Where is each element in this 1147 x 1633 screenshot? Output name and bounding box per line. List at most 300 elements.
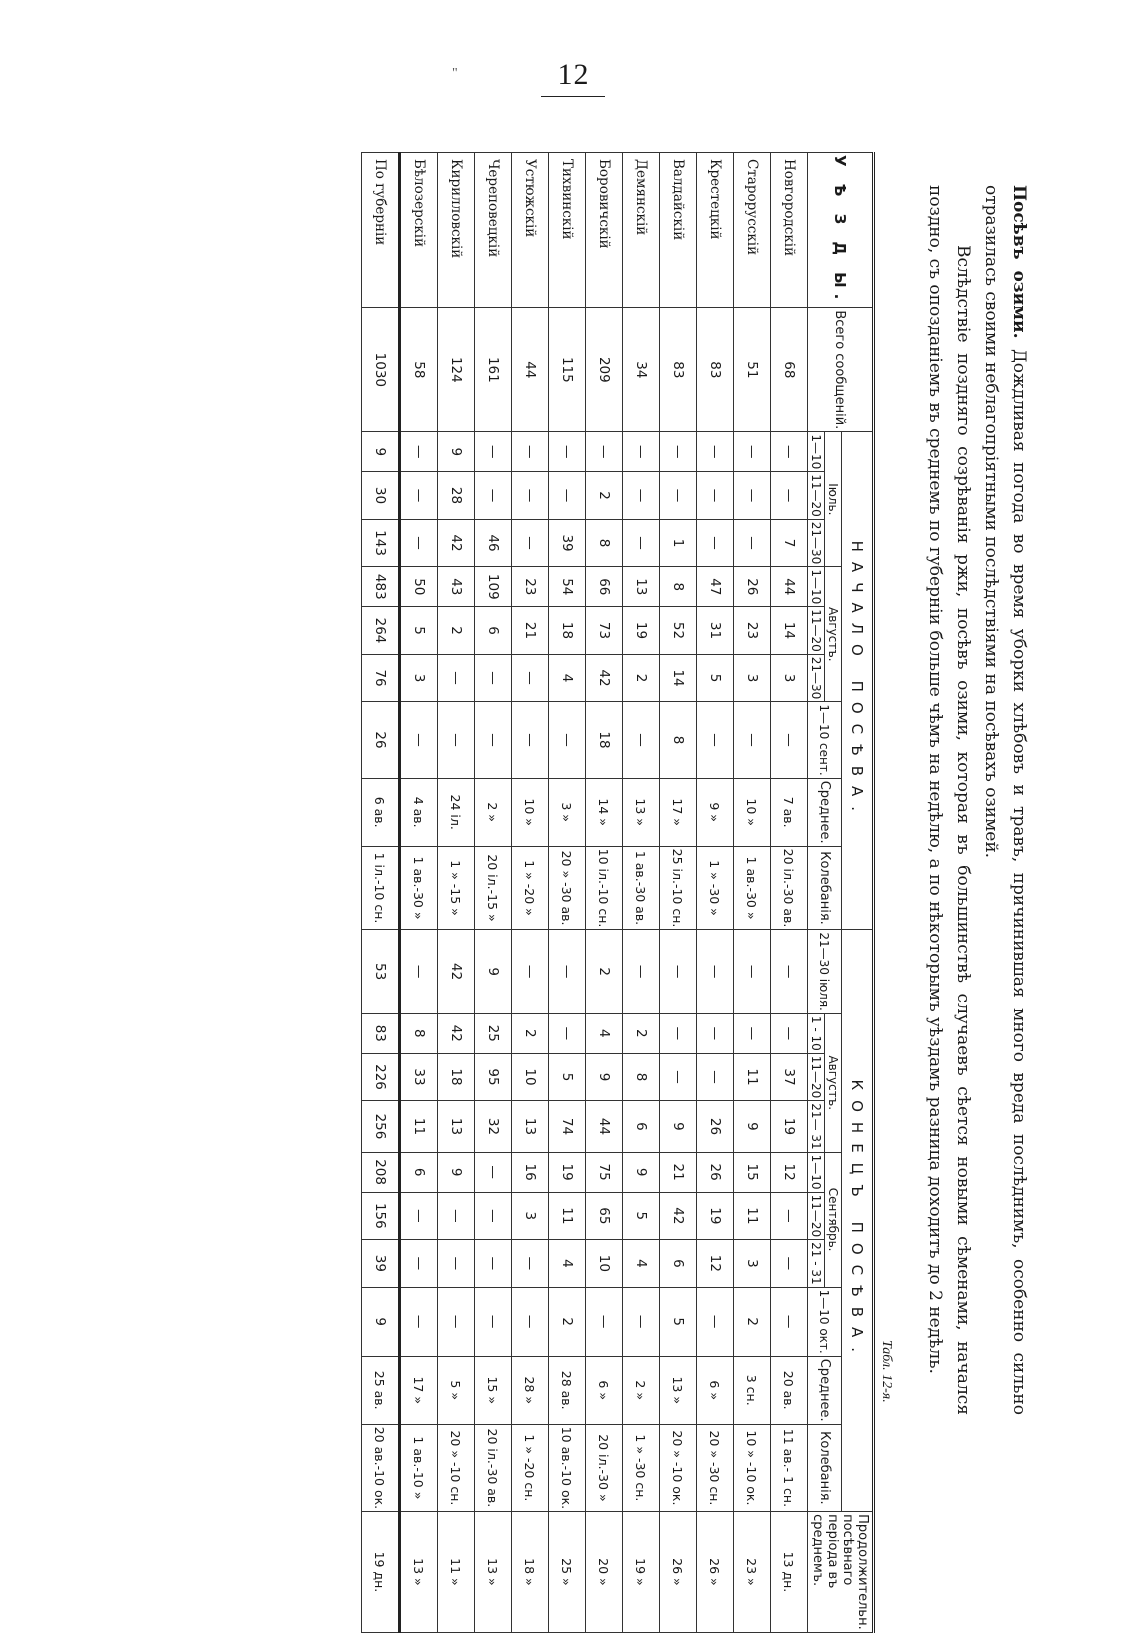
start-count: 3	[400, 654, 438, 702]
district-name: Валдайскій	[660, 153, 697, 308]
district-name: Бѣлозерскій	[400, 153, 438, 308]
end-count: —	[475, 1287, 512, 1356]
district-name: Крестецкій	[697, 153, 734, 308]
district-name: Череповецкій	[475, 153, 512, 308]
start-count: 9	[438, 432, 475, 472]
start-count: —	[475, 432, 512, 472]
start-range: 25 іл.-10 сн.	[660, 846, 697, 930]
end-average: 5 »	[438, 1356, 475, 1424]
end-count: 4	[549, 1240, 586, 1288]
start-count: —	[660, 432, 697, 472]
start-range: 1 ав.-30 ав.	[623, 846, 660, 930]
start-range: 20 іл.-30 ав.	[771, 846, 808, 930]
end-count: 9	[586, 1053, 623, 1101]
start-count: —	[623, 702, 660, 778]
end-count: —	[771, 1287, 808, 1356]
end-count: —	[400, 1192, 438, 1240]
end-count: —	[586, 1287, 623, 1356]
start-month-july: Іюль.	[825, 432, 842, 567]
end-average: 15 »	[475, 1356, 512, 1424]
end-col-july: 21—30 іюля.	[808, 930, 842, 1014]
end-range: 20 » -10 сн.	[438, 1424, 475, 1511]
end-range: 20 ав.-10 ок.	[362, 1424, 400, 1511]
end-range: 1 » -20 сн.	[512, 1424, 549, 1511]
start-count: 9	[362, 432, 400, 472]
start-range: 20 іл.-15 »	[475, 846, 512, 930]
end-count: 256	[362, 1101, 400, 1152]
end-count: 5	[660, 1287, 697, 1356]
end-count: 13	[438, 1101, 475, 1152]
table-row	[400, 153, 438, 1633]
table-row	[549, 153, 586, 1633]
start-average: 9 »	[697, 778, 734, 846]
start-average: 10 »	[512, 778, 549, 846]
start-count: 143	[362, 519, 400, 567]
start-count: 39	[549, 519, 586, 567]
end-col: 21— 31	[808, 1101, 825, 1152]
start-count: —	[475, 654, 512, 702]
end-count: 19	[697, 1192, 734, 1240]
start-col: 11—20	[808, 607, 825, 655]
duration-average: 13 дн.	[771, 1512, 808, 1633]
start-range-header: Колебанія.	[808, 846, 842, 930]
start-count: —	[512, 432, 549, 472]
start-count: 109	[475, 567, 512, 607]
end-average: 6 »	[697, 1356, 734, 1424]
start-col-sept: 1—10 сент.	[808, 702, 842, 778]
district-name: Тихвинскій	[549, 153, 586, 308]
col-uezdy: У Ѣ З Д Ы.	[808, 153, 874, 308]
start-range: 1 » -15 »	[438, 846, 475, 930]
start-count: 26	[362, 702, 400, 778]
duration-average: 19 дн.	[362, 1512, 400, 1633]
total-reports: 83	[697, 308, 734, 432]
district-name: Новгородскій	[771, 153, 808, 308]
start-count: 18	[586, 702, 623, 778]
col-total: Всего сообщеній.	[808, 308, 874, 432]
start-col: 21—30	[808, 519, 825, 567]
end-average: 20 ав.	[771, 1356, 808, 1424]
table-row	[438, 153, 475, 1633]
end-count: 32	[475, 1101, 512, 1152]
duration-average: 23 »	[734, 1512, 771, 1633]
end-count: 226	[362, 1053, 400, 1101]
end-count: —	[771, 930, 808, 1014]
end-count: —	[475, 1192, 512, 1240]
start-count: —	[549, 702, 586, 778]
start-avg-header: Среднее.	[808, 778, 842, 846]
district-name: Кирилловскій	[438, 153, 475, 308]
start-count: —	[734, 472, 771, 520]
end-count: 18	[438, 1053, 475, 1101]
group-end: КОНЕЦЪ ПОСѢВА.	[842, 930, 874, 1512]
start-count: 5	[400, 607, 438, 655]
end-range: 10 ав.-10 ок.	[549, 1424, 586, 1511]
start-range: 10 іл.-10 сн.	[586, 846, 623, 930]
start-count: —	[771, 472, 808, 520]
start-range: 1 ав.-30 »	[400, 846, 438, 930]
intro-p1: Дождливая погода во время уборки хлѣбовъ и травъ, причинившая много вреда послѣднимъ, особенно сильно отразилась своими неблагопріятными послѣдствіями на посѣвахъ озимей.	[981, 185, 1029, 1415]
end-count: 12	[697, 1240, 734, 1288]
total-reports: 115	[549, 308, 586, 432]
total-reports: 51	[734, 308, 771, 432]
start-count: 264	[362, 607, 400, 655]
end-range: 20 іл.-30 »	[586, 1424, 623, 1511]
start-count: —	[623, 472, 660, 520]
start-count: 21	[512, 607, 549, 655]
duration-average: 25 »	[549, 1512, 586, 1633]
table-row	[623, 153, 660, 1633]
start-count: 76	[362, 654, 400, 702]
end-avg-header: Среднее.	[808, 1356, 842, 1424]
start-count: —	[400, 702, 438, 778]
end-count: —	[771, 1192, 808, 1240]
start-count: —	[475, 702, 512, 778]
start-average: 2 »	[475, 778, 512, 846]
duration-average: 18 »	[512, 1512, 549, 1633]
end-count: —	[512, 1240, 549, 1288]
end-count: —	[438, 1287, 475, 1356]
end-col: 21 - 31	[808, 1240, 825, 1288]
start-count: —	[660, 472, 697, 520]
start-count: 31	[697, 607, 734, 655]
district-name: Устюжскій	[512, 153, 549, 308]
end-count: 15	[734, 1152, 771, 1192]
duration-average: 13 »	[400, 1512, 438, 1633]
end-count: —	[697, 930, 734, 1014]
end-count: 208	[362, 1152, 400, 1192]
start-count: 2	[623, 654, 660, 702]
total-reports: 68	[771, 308, 808, 432]
start-count: 30	[362, 472, 400, 520]
total-reports: 124	[438, 308, 475, 432]
start-count: —	[549, 432, 586, 472]
end-range: 10 » -10 ок.	[734, 1424, 771, 1511]
end-count: 6	[660, 1240, 697, 1288]
end-range-header: Колебанія.	[808, 1424, 842, 1511]
end-count: 21	[660, 1152, 697, 1192]
end-count: 3	[734, 1240, 771, 1288]
start-range: 1 » -30 »	[697, 846, 734, 930]
start-count: 8	[586, 519, 623, 567]
start-count: 483	[362, 567, 400, 607]
end-average: 3 сн.	[734, 1356, 771, 1424]
table-row	[512, 153, 549, 1633]
table-row	[586, 153, 623, 1633]
end-count: —	[660, 930, 697, 1014]
total-reports: 83	[660, 308, 697, 432]
start-count: 18	[549, 607, 586, 655]
start-count: 3	[771, 654, 808, 702]
total-reports: 209	[586, 308, 623, 432]
end-month-august: Августъ.	[825, 1013, 842, 1152]
end-count: —	[549, 930, 586, 1014]
end-count: —	[400, 1240, 438, 1288]
end-count: 6	[623, 1101, 660, 1152]
end-range: 1 » -30 сн.	[623, 1424, 660, 1511]
start-count: 5	[697, 654, 734, 702]
end-count: —	[475, 1240, 512, 1288]
stray-mark: "	[452, 66, 458, 81]
sowing-table	[361, 152, 875, 1633]
end-count: 4	[586, 1013, 623, 1053]
end-count: —	[697, 1053, 734, 1101]
district-name: Боровичскій	[586, 153, 623, 308]
end-count: —	[512, 1287, 549, 1356]
start-count: 46	[475, 519, 512, 567]
end-count: —	[549, 1013, 586, 1053]
end-count: 6	[400, 1152, 438, 1192]
end-count: 10	[586, 1240, 623, 1288]
duration-average: 13 »	[475, 1512, 512, 1633]
end-count: —	[697, 1013, 734, 1053]
end-count: 9	[438, 1152, 475, 1192]
start-count: 28	[438, 472, 475, 520]
start-count: 73	[586, 607, 623, 655]
end-count: 5	[623, 1192, 660, 1240]
end-count: 12	[771, 1152, 808, 1192]
end-count: 11	[400, 1101, 438, 1152]
end-count: —	[734, 930, 771, 1014]
start-average: 3 »	[549, 778, 586, 846]
end-range: 20 іл.-30 ав.	[475, 1424, 512, 1511]
end-col: 1—10	[808, 1152, 825, 1192]
total-row	[362, 153, 400, 1633]
start-count: 14	[660, 654, 697, 702]
start-count: 13	[623, 567, 660, 607]
end-count: 2	[623, 1013, 660, 1053]
start-count: 52	[660, 607, 697, 655]
start-month-august: Августъ.	[825, 567, 842, 702]
end-average: 6 »	[586, 1356, 623, 1424]
end-count: —	[697, 1287, 734, 1356]
end-count: 13	[512, 1101, 549, 1152]
intro-text	[921, 185, 1033, 1415]
end-col: 11—20	[808, 1053, 825, 1101]
duration-average: 26 »	[660, 1512, 697, 1633]
start-count: 23	[512, 567, 549, 607]
start-count: —	[400, 472, 438, 520]
start-col: 1—10	[808, 567, 825, 607]
end-count: —	[400, 930, 438, 1014]
duration-average: 11 »	[438, 1512, 475, 1633]
end-col: 1 - 10	[808, 1013, 825, 1053]
end-average: 17 »	[400, 1356, 438, 1424]
end-count: —	[734, 1013, 771, 1053]
end-count: —	[660, 1053, 697, 1101]
end-count: 53	[362, 930, 400, 1014]
start-average: 24 іл.	[438, 778, 475, 846]
start-average: 6 ав.	[362, 778, 400, 846]
start-count: —	[438, 654, 475, 702]
start-count: 14	[771, 607, 808, 655]
end-count: —	[438, 1240, 475, 1288]
end-count: 83	[362, 1013, 400, 1053]
end-count: —	[771, 1013, 808, 1053]
end-count: —	[438, 1192, 475, 1240]
start-count: —	[623, 519, 660, 567]
end-count: 25	[475, 1013, 512, 1053]
end-count: 9	[362, 1287, 400, 1356]
start-count: —	[586, 432, 623, 472]
end-count: 44	[586, 1101, 623, 1152]
start-count: 8	[660, 702, 697, 778]
end-count: —	[400, 1287, 438, 1356]
total-reports: 58	[400, 308, 438, 432]
end-count: 42	[660, 1192, 697, 1240]
start-count: —	[697, 702, 734, 778]
table-body	[362, 153, 808, 1633]
end-count: 10	[512, 1053, 549, 1101]
start-count: —	[512, 519, 549, 567]
end-count: —	[660, 1013, 697, 1053]
start-range: 1 іл.-10 сн.	[362, 846, 400, 930]
table-row	[660, 153, 697, 1633]
start-count: —	[771, 702, 808, 778]
end-count: —	[512, 930, 549, 1014]
end-count: 11	[734, 1192, 771, 1240]
start-average: 7 ав.	[771, 778, 808, 846]
start-count: —	[400, 432, 438, 472]
start-range: 1 » -20 »	[512, 846, 549, 930]
start-count: —	[400, 519, 438, 567]
start-col: 1—10	[808, 432, 825, 472]
end-count: 2	[549, 1287, 586, 1356]
start-count: 6	[475, 607, 512, 655]
start-count: —	[623, 432, 660, 472]
start-count: —	[549, 472, 586, 520]
end-count: 11	[549, 1192, 586, 1240]
start-range: 1 ав.-30 »	[734, 846, 771, 930]
end-count: 33	[400, 1053, 438, 1101]
duration-average: 19 »	[623, 1512, 660, 1633]
start-count: 26	[734, 567, 771, 607]
end-count: 37	[771, 1053, 808, 1101]
end-count: —	[475, 1152, 512, 1192]
start-count: —	[697, 472, 734, 520]
end-count: 9	[660, 1101, 697, 1152]
start-count: —	[697, 432, 734, 472]
start-count: 42	[586, 654, 623, 702]
start-count: 43	[438, 567, 475, 607]
start-count: 42	[438, 519, 475, 567]
end-count: 3	[512, 1192, 549, 1240]
end-range: 11 ав.- 1 сн.	[771, 1424, 808, 1511]
start-count: 2	[586, 472, 623, 520]
end-count: 19	[771, 1101, 808, 1152]
start-average: 14 »	[586, 778, 623, 846]
end-count: 26	[697, 1101, 734, 1152]
start-count: —	[697, 519, 734, 567]
start-count: 2	[438, 607, 475, 655]
start-count: —	[512, 654, 549, 702]
end-range: 20 » -10 ок.	[660, 1424, 697, 1511]
group-start: НАЧАЛО ПОСѢВА.	[842, 432, 874, 930]
table-row	[734, 153, 771, 1633]
duration-average: 26 »	[697, 1512, 734, 1633]
end-count: 11	[734, 1053, 771, 1101]
total-reports: 1030	[362, 308, 400, 432]
end-count: 9	[475, 930, 512, 1014]
end-count: 16	[512, 1152, 549, 1192]
district-name: По губерніи	[362, 153, 400, 308]
start-count: 47	[697, 567, 734, 607]
total-reports: 44	[512, 308, 549, 432]
end-average: 25 ав.	[362, 1356, 400, 1424]
end-count: 8	[623, 1053, 660, 1101]
end-count: 5	[549, 1053, 586, 1101]
start-count: —	[475, 472, 512, 520]
end-count: 75	[586, 1152, 623, 1192]
end-count: 9	[734, 1101, 771, 1152]
end-count: 19	[549, 1152, 586, 1192]
end-count: 2	[512, 1013, 549, 1053]
end-count: 156	[362, 1192, 400, 1240]
intro-p2: Вслѣдствіе поздняго созрѣванія ржи, посѣвъ озими, которая въ большинствѣ случаевъ сѣется новыми сѣменами, начался поздно, съ опозданіемъ въ среднемъ по губерніи больше чѣмъ на недѣлю, а по нѣкоторымъ уѣздамъ разница доходитъ до 2 недѣль.	[925, 185, 973, 1415]
start-count: 23	[734, 607, 771, 655]
end-col: 11—20	[808, 1192, 825, 1240]
page-number: 12	[557, 58, 590, 91]
start-count: 4	[549, 654, 586, 702]
end-range: 20 » -30 сн.	[697, 1424, 734, 1511]
end-average: 13 »	[660, 1356, 697, 1424]
district-name: Демянскій	[623, 153, 660, 308]
start-average: 4 ав.	[400, 778, 438, 846]
end-count: 2	[734, 1287, 771, 1356]
total-reports: 161	[475, 308, 512, 432]
end-count: 42	[438, 930, 475, 1014]
start-count: 1	[660, 519, 697, 567]
end-count: 26	[697, 1152, 734, 1192]
start-count: 7	[771, 519, 808, 567]
end-average: 28 »	[512, 1356, 549, 1424]
end-col-oct: 1—10 окт.	[808, 1287, 842, 1356]
end-count: 95	[475, 1053, 512, 1101]
start-col: 11—20	[808, 472, 825, 520]
end-count: 42	[438, 1013, 475, 1053]
start-count: 54	[549, 567, 586, 607]
end-count: 9	[623, 1152, 660, 1192]
start-count: 66	[586, 567, 623, 607]
start-col: 21—30	[808, 654, 825, 702]
end-range: 1 ав.-10 »	[400, 1424, 438, 1511]
district-name: Старорусскій	[734, 153, 771, 308]
end-count: —	[623, 930, 660, 1014]
table-row	[771, 153, 808, 1633]
start-count: 44	[771, 567, 808, 607]
intro-lead: Посѣвъ озими.	[1009, 185, 1029, 339]
table-row	[475, 153, 512, 1633]
start-count: —	[438, 702, 475, 778]
start-count: —	[734, 519, 771, 567]
table-caption: Табл. 12-я.	[879, 1340, 894, 1403]
end-count: 39	[362, 1240, 400, 1288]
start-range: 20 » -30 ав.	[549, 846, 586, 930]
start-count: —	[734, 432, 771, 472]
start-average: 13 »	[623, 778, 660, 846]
start-count: 3	[734, 654, 771, 702]
end-count: 4	[623, 1240, 660, 1288]
start-count: 8	[660, 567, 697, 607]
duration-average: 20 »	[586, 1512, 623, 1633]
start-average: 17 »	[660, 778, 697, 846]
end-average: 2 »	[623, 1356, 660, 1424]
table-row	[697, 153, 734, 1633]
end-count: 2	[586, 930, 623, 1014]
start-average: 10 »	[734, 778, 771, 846]
start-count: 50	[400, 567, 438, 607]
end-count: —	[771, 1240, 808, 1288]
